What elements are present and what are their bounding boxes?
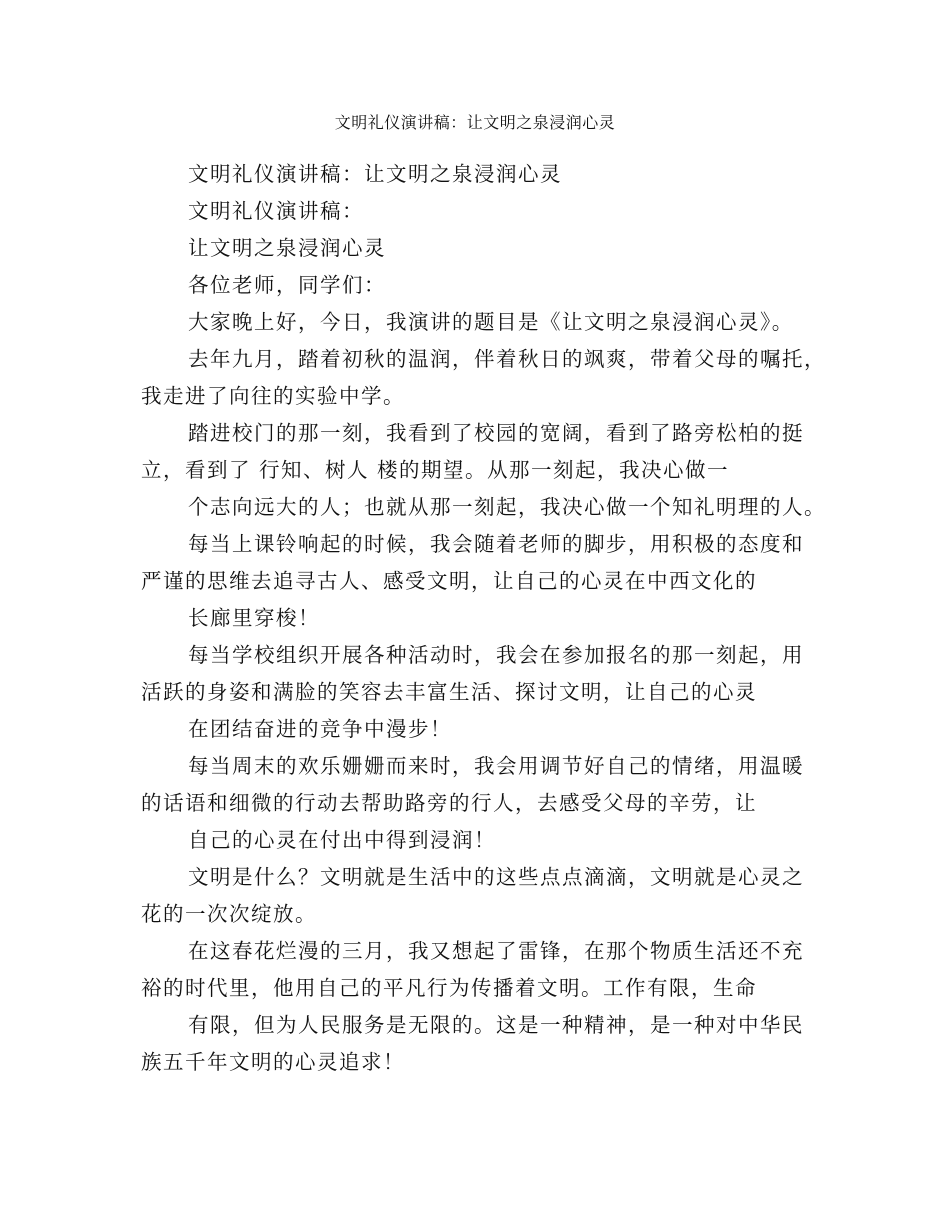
text-line: 大家晚上好，今日，我演讲的题目是《让文明之泉浸润心灵》。 (188, 310, 794, 334)
text-line: 严谨的思维去追寻古人、感受文明，让自己的心灵在中西文化的 (141, 569, 757, 593)
title-line: 文明礼仪演讲稿：让文明之泉浸润心灵 (188, 162, 562, 186)
text-line: 裕的时代里，他用自己的平凡行为传播着文明。工作有限，生命 (141, 976, 757, 1000)
text-line: 去年九月，踏着初秋的温润，伴着秋日的飒爽，带着父母的嘱托， (188, 347, 826, 371)
text-line: 的话语和细微的行动去帮助路旁的行人，去感受父母的辛劳，让 (141, 791, 757, 815)
text-line: 活跃的身姿和满脸的笑容去丰富生活、探讨文明，让自己的心灵 (141, 680, 757, 704)
subtitle-line: 文明礼仪演讲稿： (188, 199, 364, 223)
text-line: 踏进校门的那一刻，我看到了校园的宽阔，看到了路旁松柏的挺 (188, 421, 804, 445)
text-line: 自己的心灵在付出中得到浸润！ (188, 828, 496, 852)
text-line: 每当周末的欢乐姗姗而来时，我会用调节好自己的情绪，用温暖 (188, 754, 804, 778)
text-line: 每当学校组织开展各种活动时，我会在参加报名的那一刻起，用 (188, 643, 804, 667)
text-line: 文明是什么？文明就是生活中的这些点点滴滴，文明就是心灵之 (188, 865, 804, 889)
page-header-title: 文明礼仪演讲稿：让文明之泉浸润心灵 (334, 113, 616, 132)
salutation-line: 各位老师，同学们： (188, 273, 386, 297)
text-line: 在这春花烂漫的三月，我又想起了雷锋，在那个物质生活还不充 (188, 939, 804, 963)
text-line: 长廊里穿梭！ (188, 606, 320, 630)
subtitle-line: 让文明之泉浸润心灵 (188, 236, 386, 260)
text-line: 在团结奋进的竞争中漫步！ (188, 717, 452, 741)
text-line: 立，看到了 行知、树人 楼的期望。从那一刻起，我决心做一 (141, 458, 730, 482)
text-line: 有限，但为人民服务是无限的。这是一种精神，是一种对中华民 (188, 1013, 804, 1037)
text-line: 我走进了向往的实验中学。 (141, 384, 405, 408)
text-line: 族五千年文明的心灵追求！ (141, 1050, 405, 1074)
text-line: 每当上课铃响起的时候，我会随着老师的脚步，用积极的态度和 (188, 532, 804, 556)
text-line: 个志向远大的人；也就从那一刻起，我决心做一个知礼明理的人。 (188, 495, 826, 519)
text-line: 花的一次次绽放。 (141, 902, 317, 926)
document-body (141, 156, 826, 1081)
